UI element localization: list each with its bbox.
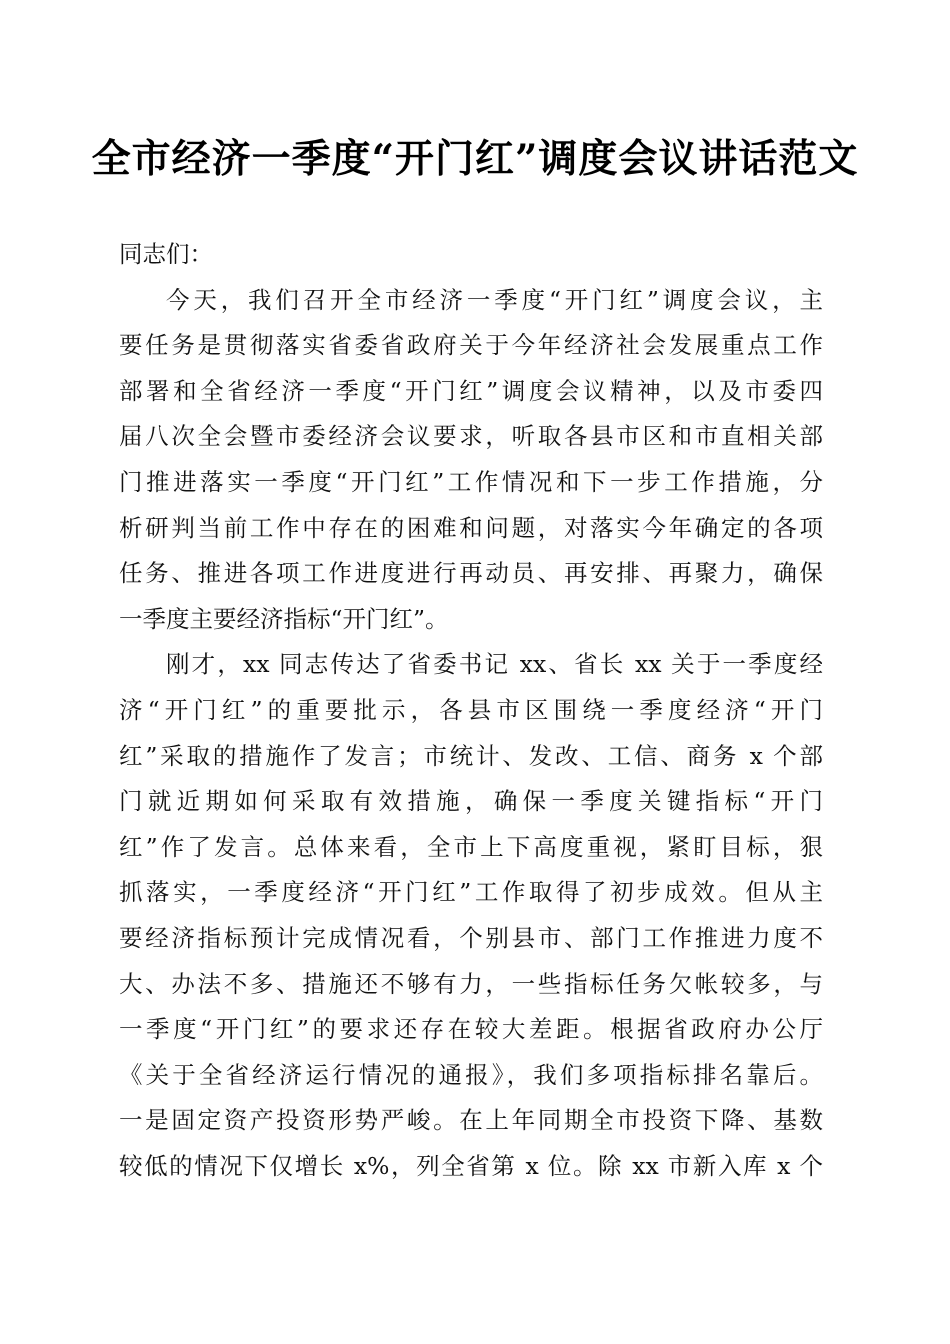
paragraph-line: 要任务是贯彻落实省委省政府关于今年经济社会发展重点工作 xyxy=(119,331,823,360)
paragraph-line: 今天，我们召开全市经济一季度“开门红”调度会议，主 xyxy=(166,285,823,314)
document-title: 全市经济一季度“开门红”调度会议讲话范文 xyxy=(91,136,859,182)
paragraph-line: 门就近期如何采取有效措施，确保一季度关键指标“开门 xyxy=(119,787,823,816)
paragraph-line: 济“开门红”的重要批示，各县市区围绕一季度经济“开门 xyxy=(119,695,823,724)
paragraph-line: 要经济指标预计完成情况看，个别县市、部门工作推进力度不 xyxy=(119,923,823,952)
paragraph-line: 届八次全会暨市委经济会议要求，听取各县市区和市直相关部 xyxy=(119,422,823,451)
paragraph-line: 大、办法不多、措施还不够有力，一些指标任务欠帐较多，与 xyxy=(119,969,823,998)
paragraph-line: 抓落实，一季度经济“开门红”工作取得了初步成效。但从主 xyxy=(119,878,823,907)
paragraph-line: 门推进落实一季度“开门红”工作情况和下一步工作措施，分 xyxy=(119,467,823,496)
paragraph-1 xyxy=(119,278,823,643)
paragraph-line: 部署和全省经济一季度“开门红”调度会议精神，以及市委四 xyxy=(119,376,823,405)
paragraph-line: 红”采取的措施作了发言；市统计、发改、工信、商务 x 个部 xyxy=(119,741,823,770)
paragraph-line: 刚才，xx 同志传达了省委书记 xx、省长 xx 关于一季度经 xyxy=(166,650,823,679)
paragraph-line: 一是固定资产投资形势严峻。在上年同期全市投资下降、基数 xyxy=(119,1106,823,1135)
paragraph-2 xyxy=(119,642,823,1189)
paragraph-line: 《关于全省经济运行情况的通报》，我们多项指标排名靠后。 xyxy=(119,1060,823,1089)
paragraph-line: 一季度主要经济指标“开门红”。 xyxy=(119,604,449,633)
salutation: 同志们： xyxy=(119,240,213,268)
paragraph-line: 红”作了发言。总体来看，全市上下高度重视，紧盯目标，狠 xyxy=(119,832,823,861)
paragraph-line: 任务、推进各项工作进度进行再动员、再安排、再聚力，确保 xyxy=(119,559,823,588)
paragraph-line: 较低的情况下仅增长 x%，列全省第 x 位。除 xx 市新入库 x 个 xyxy=(119,1151,823,1180)
paragraph-line: 一季度“开门红”的要求还存在较大差距。根据省政府办公厅 xyxy=(119,1015,823,1044)
document-body xyxy=(119,232,823,1189)
paragraph-line: 析研判当前工作中存在的困难和问题，对落实今年确定的各项 xyxy=(119,513,823,542)
